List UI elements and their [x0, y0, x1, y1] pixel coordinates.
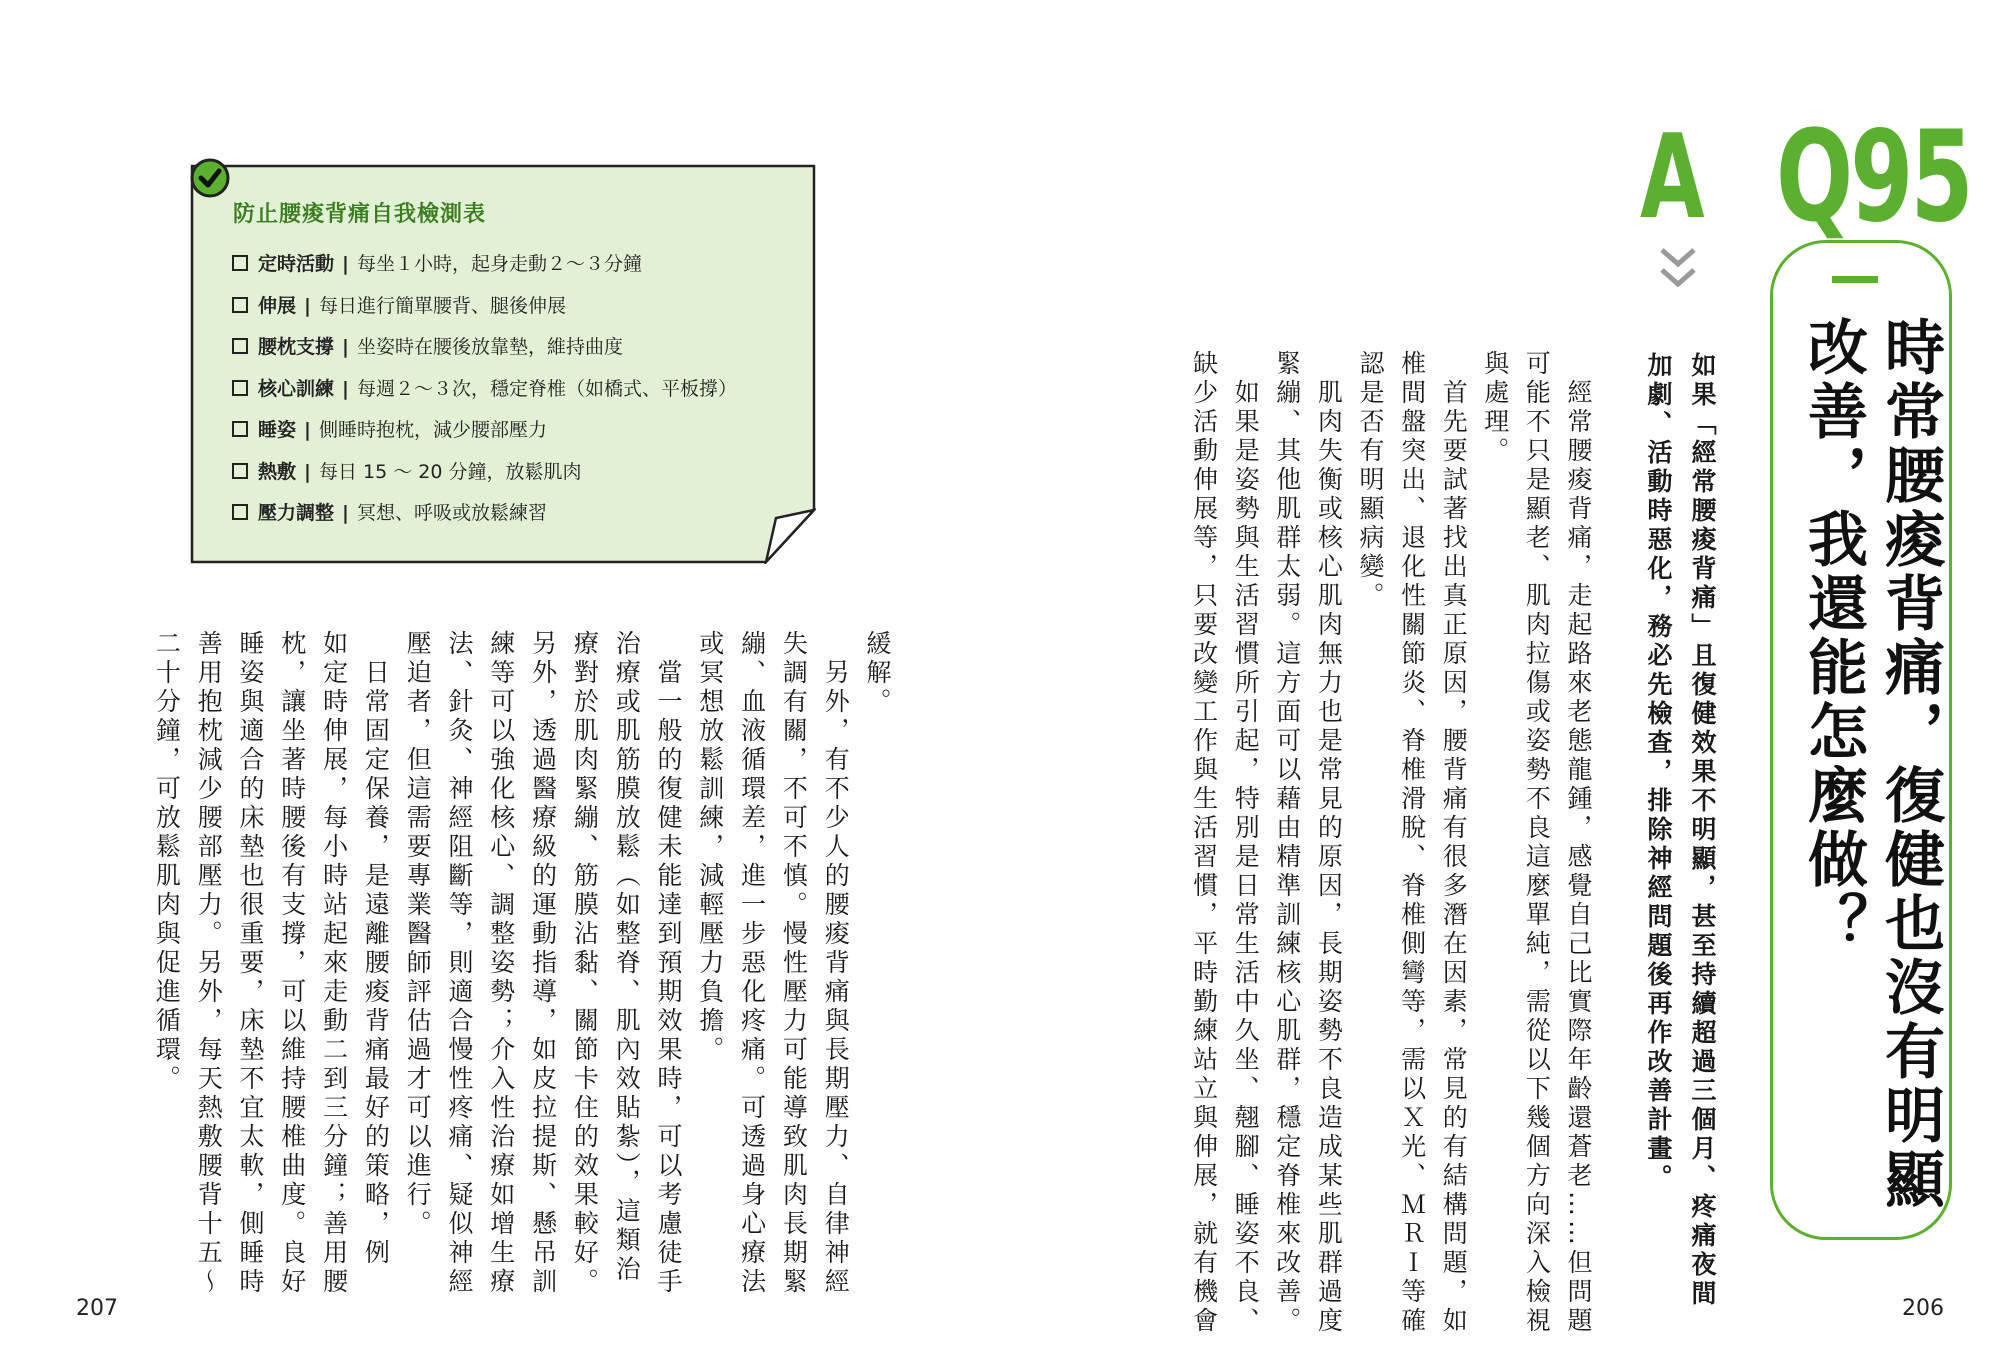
body-column: 另外，透過醫療級的運動指導，如皮拉提斯、懸吊訓	[528, 630, 558, 1297]
checkbox-icon	[232, 297, 248, 313]
checklist-item	[232, 286, 737, 328]
lead-line: 加劇、活動時惡化，務必先檢查，排除神經問題後再作改善計畫。	[1644, 352, 1673, 1193]
body-column: 椎間盤突出、退化性關節炎、脊椎滑脫、脊椎側彎等，需以Ｘ光、ＭＲＩ等確	[1397, 350, 1427, 1336]
checkbox-icon	[232, 463, 248, 479]
checklist-separator: |	[342, 253, 349, 275]
checklist-item	[232, 244, 737, 286]
checklist-item	[232, 452, 737, 494]
body-column: 枕，讓坐著時腰後有支撐，可以維持腰椎曲度。良好	[277, 630, 307, 1297]
checklist-item-name: 定時活動	[258, 253, 335, 275]
right-page	[1000, 0, 2000, 1353]
body-column: 日常固定保養，是遠離腰痠背痛最好的策略，例	[361, 630, 391, 1268]
body-column: 壓迫者，但這需要專業醫師評估過才可以進行。	[403, 630, 433, 1239]
checklist-separator: |	[342, 336, 349, 358]
checklist-item-desc: 每日進行簡單腰背、腿後伸展	[318, 294, 566, 317]
body-column: 如定時伸展，每小時站起來走動二到三分鐘；善用腰	[319, 630, 349, 1297]
body-column: 善用抱枕減少腰部壓力。另外，每天熱敷腰背十五～	[194, 630, 224, 1297]
checkbox-icon	[232, 504, 248, 520]
chevron-down-icon	[1658, 266, 1698, 290]
checklist-title: 防止腰痠背痛自我檢測表	[233, 202, 487, 227]
checkmark-icon	[190, 158, 230, 198]
checklist-item-name: 核心訓練	[258, 377, 335, 400]
checklist-separator: |	[342, 502, 349, 524]
checkbox-icon	[232, 421, 248, 437]
checklist-item-name: 壓力調整	[258, 502, 335, 524]
body-column: 二十分鐘，可放鬆肌肉與促進循環。	[152, 630, 182, 1094]
body-column: 治療或肌筋膜放鬆（如整脊、肌內效貼紮），這類治	[612, 630, 642, 1285]
checklist-separator: |	[304, 460, 311, 483]
body-column: 與處理。	[1480, 350, 1510, 466]
checklist-item-desc: 每週２～３次，穩定脊椎（如橋式、平板撐）	[356, 377, 737, 400]
checklist-item-desc: 坐姿時在腰後放靠墊，維持曲度	[356, 336, 623, 358]
body-column: 繃、血液循環差，進一步惡化疼痛。可透過身心療法	[737, 630, 767, 1297]
body-column: 首先要試著找出真正原因，腰背痛有很多潛在因素，常見的有結構問題，如	[1439, 350, 1469, 1336]
body-column: 或冥想放鬆訓練，減輕壓力負擔。	[695, 630, 725, 1065]
checklist-item	[232, 410, 737, 452]
checklist-item-name: 睡姿	[258, 419, 297, 441]
checklist	[232, 244, 737, 535]
lead-line: 如果「經常腰痠背痛」且復健效果不明顯，甚至持續超過三個月、疼痛夜間	[1688, 352, 1717, 1309]
checklist-item-name: 腰枕支撐	[258, 336, 335, 358]
body-column: 療對於肌肉緊繃、筋膜沾黏、關節卡住的效果較好。	[570, 630, 600, 1297]
checklist-item-name: 熱敷	[258, 460, 297, 483]
checkbox-icon	[232, 255, 248, 271]
question-line: 時常腰痠背痛，復健也沒有明顯	[1875, 316, 1945, 1212]
question-line: 改善，我還能怎麼做？	[1798, 316, 1868, 956]
question-number: Q95	[1776, 103, 1971, 250]
question-dash	[1832, 276, 1878, 283]
body-column: 經常腰痠背痛，走起路來老態龍鍾，感覺自己比實際年齡還蒼老……但問題	[1564, 350, 1593, 1336]
checklist-separator: |	[304, 419, 311, 441]
checklist-item-name: 伸展	[258, 294, 297, 317]
checklist-item-desc: 冥想、呼吸或放鬆練習	[356, 502, 547, 524]
body-column: 失調有關，不可不慎。慢性壓力可能導致肌肉長期緊	[779, 630, 809, 1297]
checkbox-icon	[232, 338, 248, 354]
body-column: 缺少活動伸展等，只要改變工作與生活習慣，平時勤練站立與伸展，就有機會	[1189, 350, 1219, 1336]
checklist-item-desc: 每坐１小時，起身走動２～３分鐘	[356, 253, 642, 275]
body-column: 練等可以強化核心、調整姿勢；介入性治療如增生療	[486, 630, 516, 1297]
checklist-item	[232, 369, 737, 411]
body-column: 另外，有不少人的腰痠背痛與長期壓力、自律神經	[821, 630, 851, 1297]
checklist-item-desc: 側睡時抱枕，減少腰部壓力	[318, 419, 547, 441]
checkbox-icon	[232, 380, 248, 396]
checklist-note	[190, 158, 816, 564]
body-column: 緊繃、其他肌群太弱。這方面可以藉由精準訓練核心肌群，穩定脊椎來改善。	[1272, 350, 1302, 1336]
body-column: 緩解。	[863, 630, 892, 717]
checklist-separator: |	[342, 377, 349, 400]
checklist-item-desc: 每日 15 ～ 20 分鐘，放鬆肌肉	[318, 460, 582, 483]
body-column: 當一般的復健未能達到預期效果時，可以考慮徒手	[654, 630, 683, 1297]
checklist-item	[232, 327, 737, 369]
page-number-left: 207	[76, 1296, 118, 1321]
body-column: 法、針灸、神經阻斷等，則適合慢性疼痛、疑似神經	[445, 630, 474, 1297]
answer-letter: A	[1640, 110, 1705, 245]
page-number-right: 206	[1902, 1296, 1944, 1321]
checklist-item	[232, 493, 737, 535]
body-column: 認是否有明顯病變。	[1356, 350, 1385, 611]
body-column: 可能不只是顯老、肌肉拉傷或姿勢不良這麼單純，需從以下幾個方向深入檢視	[1522, 350, 1552, 1336]
body-column: 睡姿與適合的床墊也很重要，床墊不宜太軟，側睡時	[236, 630, 265, 1297]
checklist-separator: |	[304, 294, 311, 317]
body-column: 如果是姿勢與生活習慣所引起，特別是日常生活中久坐、翹腳、睡姿不良、	[1231, 350, 1261, 1336]
body-column: 肌肉失衡或核心肌肉無力也是常見的原因，長期姿勢不良造成某些肌群過度	[1314, 350, 1344, 1336]
